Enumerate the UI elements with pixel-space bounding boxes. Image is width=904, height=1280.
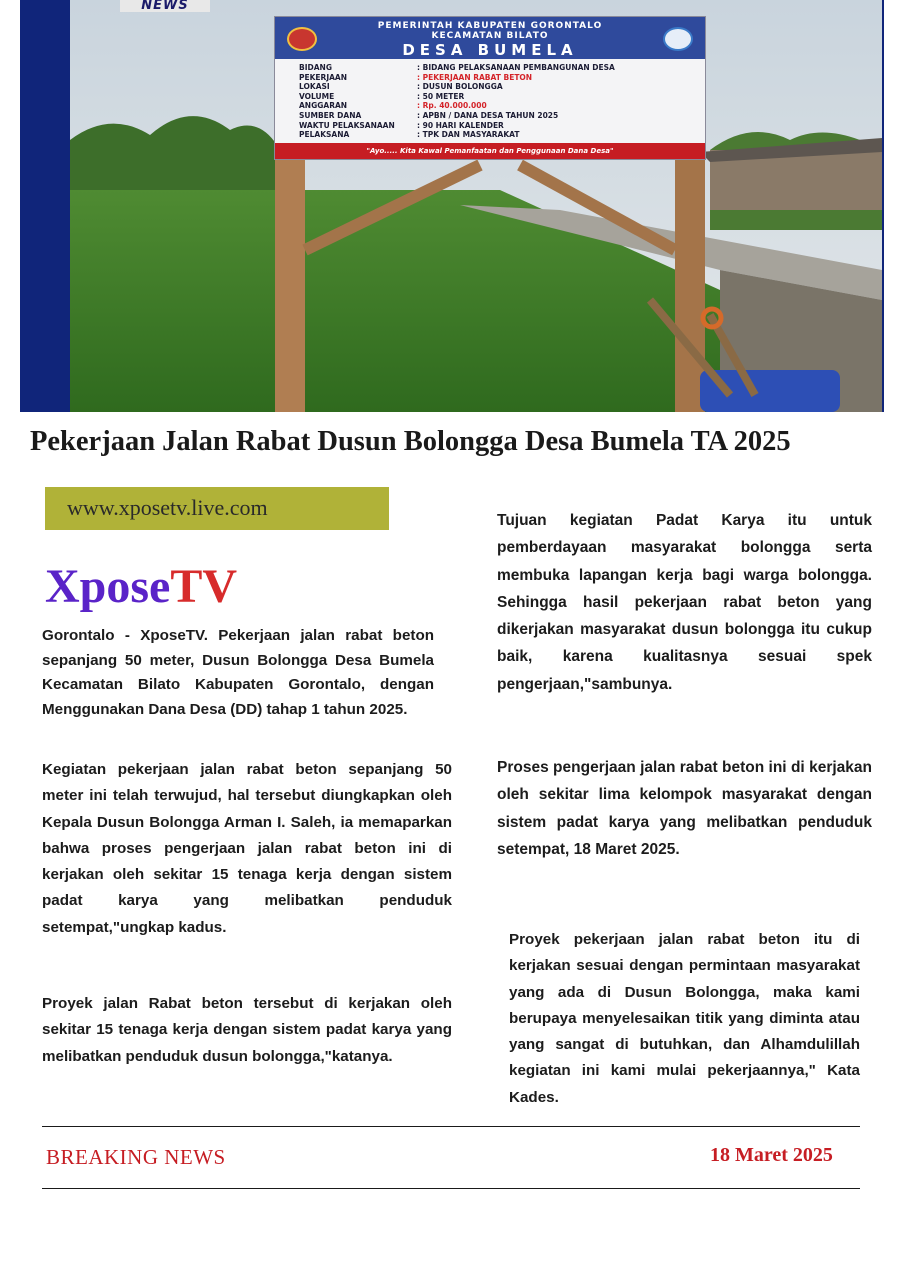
signboard-row: LOKASI : DUSUN BOLONGGA (299, 82, 503, 92)
signboard-row: PELAKSANA : TPK DAN MASYARAKAT (299, 130, 520, 140)
signboard-row: SUMBER DANA : APBN / DANA DESA TAHUN 2025 (299, 110, 559, 120)
village-emblem-icon (663, 27, 693, 51)
project-signboard (274, 16, 706, 160)
left-paragraph-1: Gorontalo - XposeTV. Pekerjaan jalan rabat beton sepanjang 50 meter, Dusun Bolongga Desa Bumela Kecamatan Bilato Kabupaten Gorontalo, dengan Menggunakan Dana Desa (DD) tahap 1 tahun 2025. (42, 627, 434, 718)
left-paragraph-3: Proyek jalan Rabat beton tersebut di kerjakan oleh sekitar 15 tenaga kerja dengan sistem padat karya yang melibatkan penduduk dusun bolongga,"katanya. (42, 995, 452, 1065)
logo-part1: Xpose (45, 560, 171, 613)
article-photo (20, 0, 884, 412)
signboard-rows (299, 63, 689, 140)
right-paragraph-1: Tujuan kegiatan Padat Karya itu untuk pemberdayaan masyarakat bolongga serta membuka lapangan kerja bagi warga bolongga. Sehingga hasil pekerjaan rabat beton yang dikerjakan masyarakat dusun bolongga itu cukup baik, karena kualitasnya sesuai spek pengerjaan,"sambunya. (497, 512, 872, 693)
signboard-line1: PEMERINTAH KABUPATEN GORONTALO (377, 21, 603, 31)
signboard-footer: "Ayo..... Kita Kawal Pemanfaatan dan Penggunaan Dana Desa" (275, 143, 705, 159)
right-paragraph-2: Proses pengerjaan jalan rabat beton ini di kerjakan oleh sekitar lima kelompok masyarakat dengan sistem padat karya yang melibatkan penduduk setempat, 18 Maret 2025. (497, 759, 872, 858)
left-paragraph-2: Kegiatan pekerjaan jalan rabat beton sepanjang 50 meter ini telah terwujud, hal tersebut diungkapkan oleh Kepala Dusun Bolongga Arman I. Saleh, ia memaparkan bahwa proses pengerjaan jalan rabat beton ini di kerjakan oleh sekitar 15 tenaga kerja dengan sistem padat karya yang melibatkan penduduk setempat,"ungkap kadus. (42, 761, 452, 936)
signboard-row: PEKERJAAN : PEKERJAAN RABAT BETON (299, 72, 533, 82)
signboard-line3: DESA BUMELA (402, 41, 578, 59)
regency-emblem-icon (287, 27, 317, 51)
logo-part2: TV (170, 560, 238, 613)
footer-top-rule (42, 1126, 860, 1127)
article-headline: Pekerjaan Jalan Rabat Dusun Bolongga Desa Bumela TA 2025 (30, 426, 791, 457)
signboard-row: ANGGARAN : Rp. 40.000.000 (299, 101, 487, 111)
signboard-row: VOLUME : 50 METER (299, 91, 465, 101)
news-tab: NEWS (120, 0, 210, 12)
footer-bottom-rule (42, 1188, 860, 1189)
signboard-row: WAKTU PELAKSANAAN : 90 HARI KALENDER (299, 120, 504, 130)
right-paragraph-3: Proyek pekerjaan jalan rabat beton itu di kerjakan sesuai dengan permintaan masyarakat yang ada di Dusun Bolongga, maka kami berupaya menyelesaikan titik yang diminta atau yang sangat di butuhkan, dan Alhamdulillah kegiatan ini kami mulai pekerjaannya," Kata Kades. (509, 931, 860, 1106)
breaking-news-label: BREAKING NEWS (46, 1145, 226, 1169)
signboard-row: BIDANG : BIDANG PELAKSANAAN PEMBANGUNAN DESA (299, 63, 615, 72)
signboard-header (275, 17, 705, 59)
signboard-line2: KECAMATAN BILATO (431, 31, 549, 41)
site-url-bar[interactable] (45, 487, 389, 530)
site-url[interactable]: www.xposetv.live.com (67, 495, 268, 520)
xposetv-logo (45, 558, 237, 616)
article-date: 18 Maret 2025 (710, 1144, 833, 1166)
